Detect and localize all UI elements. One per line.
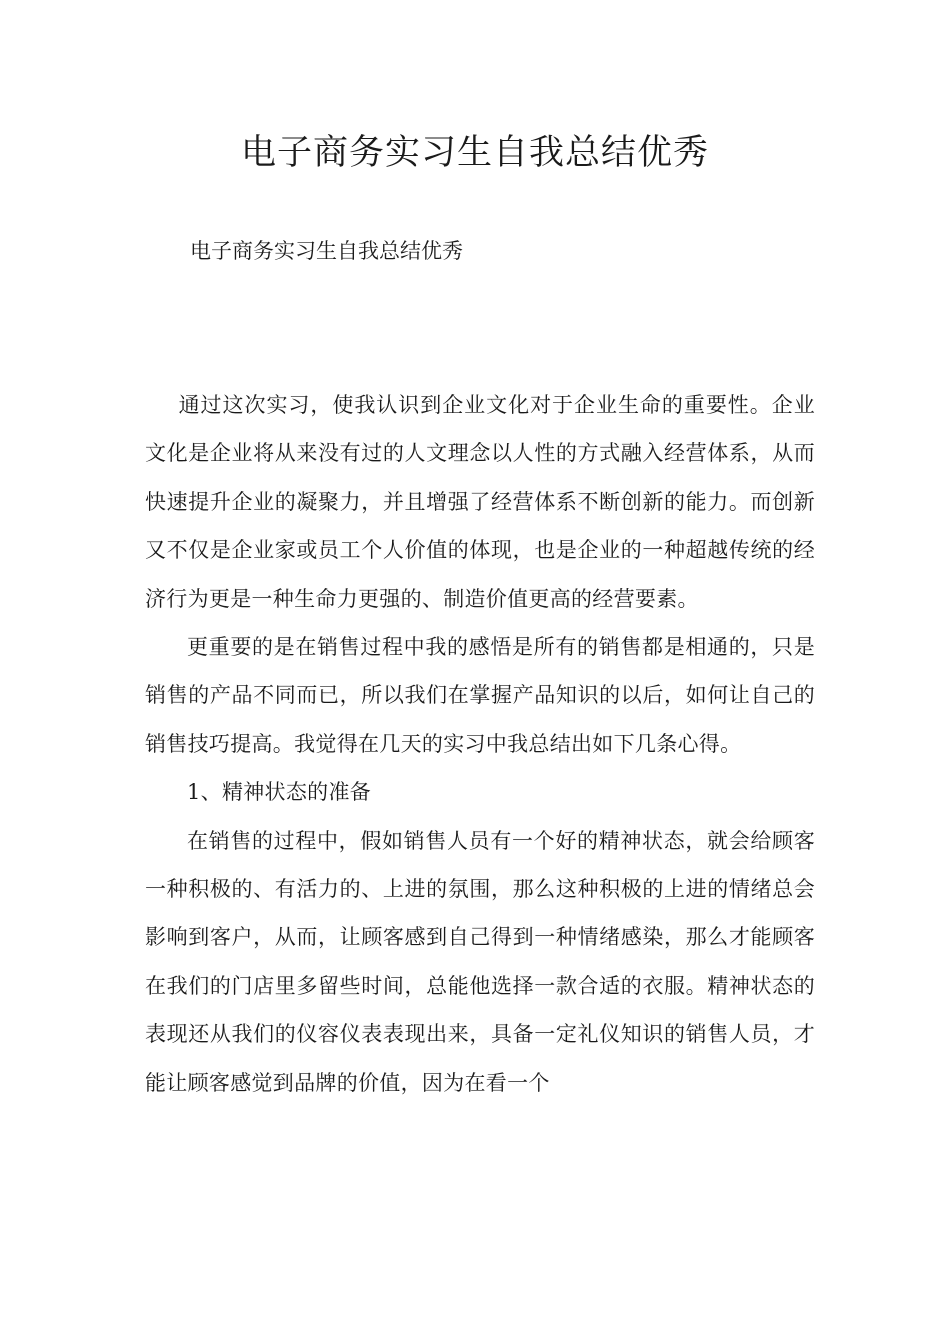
- document-body: [145, 381, 815, 1107]
- body-paragraph: 通过这次实习，使我认识到企业文化对于企业生命的重要性。企业文化是企业将从来没有过的人文理念以人性的方式融入经营体系，从而快速提升企业的凝聚力，并且增强了经营体系不断创新的能力。而创新又不仅是企业家或员工个人价值的体现，也是企业的一种超越传统的经济行为更是一种生命力更强的、制造价值更高的经营要素。: [145, 393, 815, 611]
- section-heading: 1、精神状态的准备: [187, 780, 372, 805]
- document-subtitle: 电子商务实习生自我总结优秀: [190, 239, 463, 263]
- document-title: 电子商务实习生自我总结优秀: [240, 133, 709, 173]
- body-paragraph: 在销售的过程中，假如销售人员有一个好的精神状态，就会给顾客一种积极的、有活力的、上进的氛围，那么这种积极的上进的情绪总会影响到客户，从而，让顾客感到自己得到一种情绪感染，那么才能顾客在我们的门店里多留些时间，总能他选择一款合适的衣服。精神状态的表现还从我们的仪容仪表表现出来，具备一定礼仪知识的销售人员，才能让顾客感觉到品牌的价值，因为在看一个: [145, 828, 815, 1095]
- body-paragraph: 更重要的是在销售过程中我的感悟是所有的销售都是相通的，只是销售的产品不同而已，所以我们在掌握产品知识的以后，如何让自己的销售技巧提高。我觉得在几天的实习中我总结出如下几条心得。: [145, 635, 815, 756]
